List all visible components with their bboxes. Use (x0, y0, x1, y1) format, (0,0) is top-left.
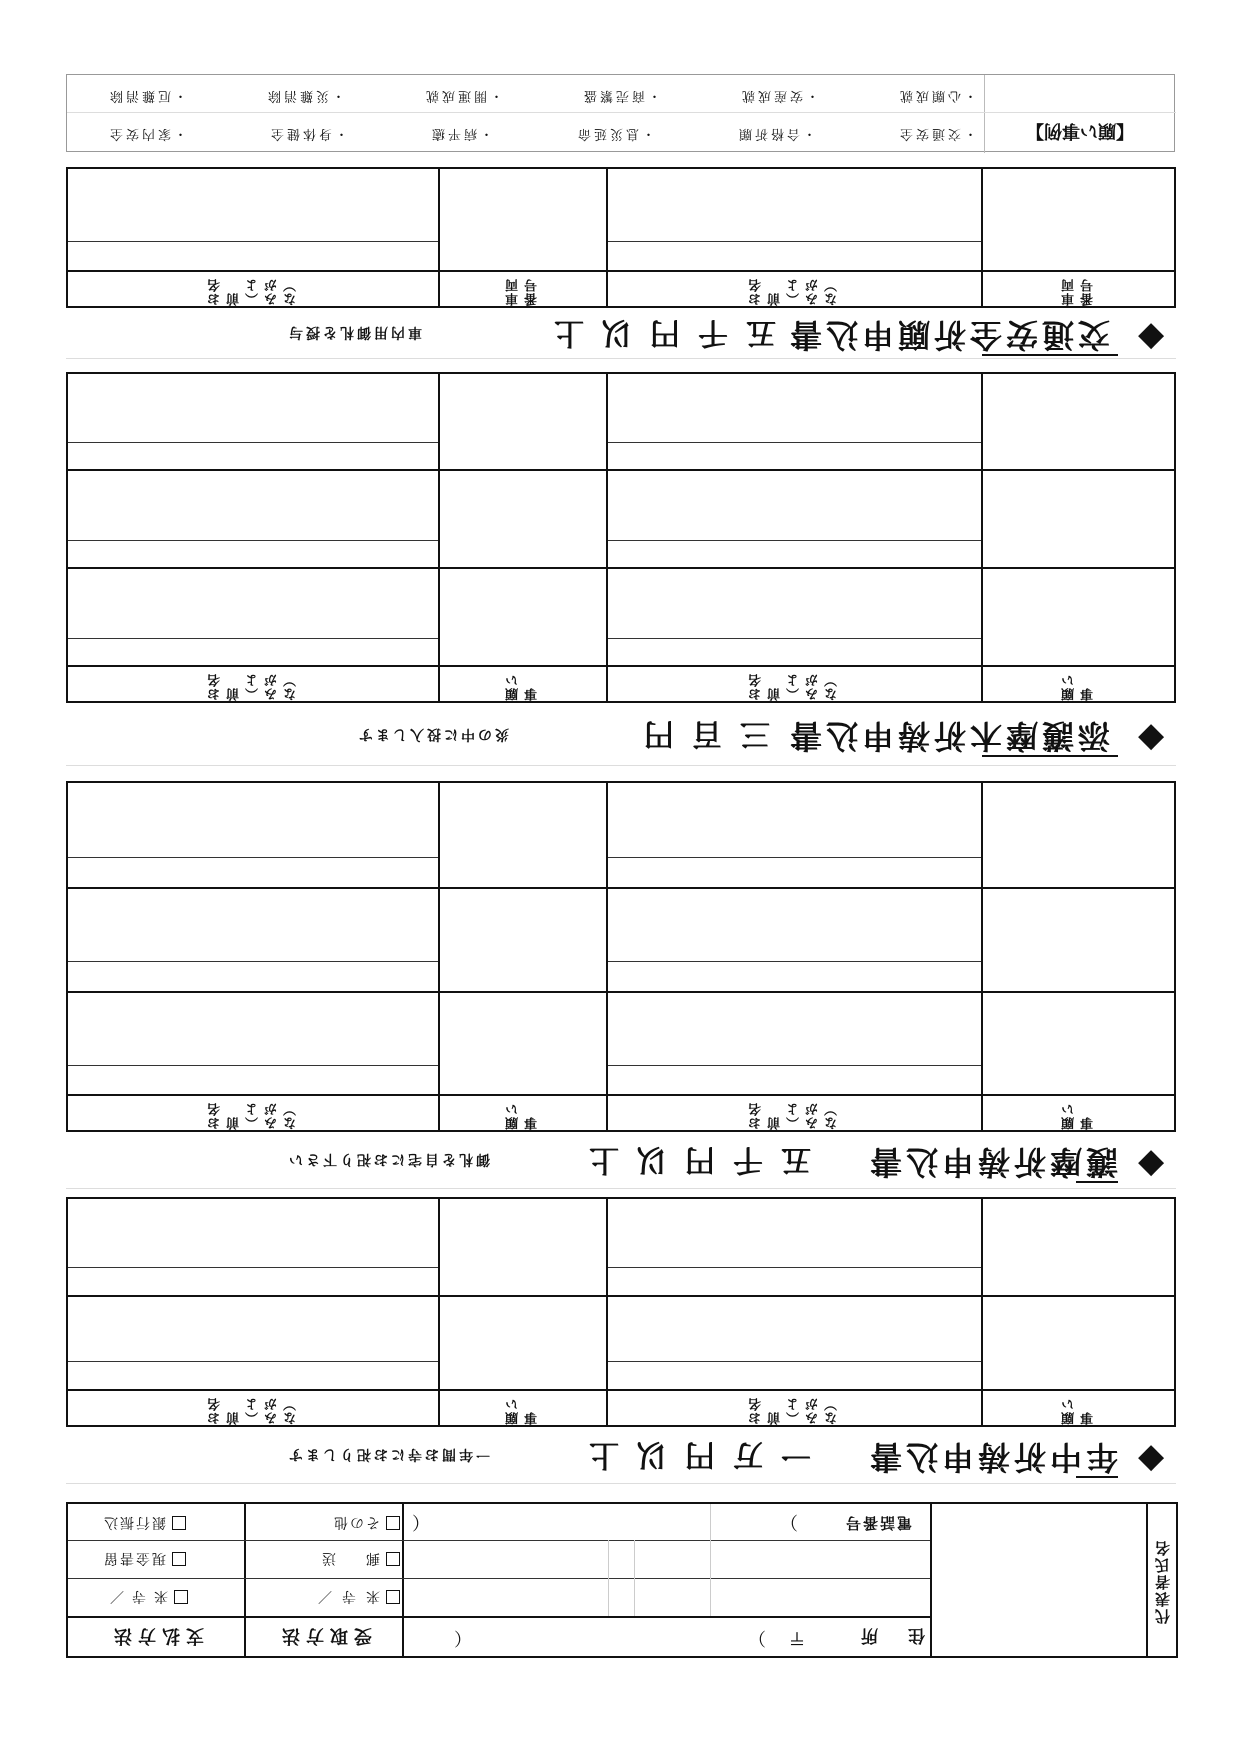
goma-name-label: お名前（よみがな） (749, 1102, 840, 1130)
yearly-note: 一年間お寺にお祀りします (286, 1446, 490, 1462)
example-item: ・安産成就 (738, 88, 819, 103)
name-input[interactable] (608, 891, 979, 959)
yearly-wish-label: 願い事 (506, 1397, 540, 1425)
name-input[interactable] (70, 891, 436, 959)
section-traffic-table (66, 167, 1176, 308)
section-traffic-title-row (66, 308, 1176, 360)
gomagi-price: 三百円 (626, 716, 770, 751)
furigana-input[interactable] (608, 243, 979, 269)
traffic-price: 五千円以上 (536, 315, 776, 350)
name-input[interactable] (70, 474, 436, 538)
wish-input[interactable] (983, 785, 1174, 885)
name-input[interactable] (608, 995, 979, 1063)
example-item: ・身体健全 (268, 126, 349, 141)
checkbox[interactable] (386, 1552, 400, 1566)
receive-mail-option[interactable]: 郵送 (248, 1542, 400, 1576)
traffic-vehicle-label: 車両番号 (1061, 278, 1096, 306)
wish-input[interactable] (983, 376, 1174, 468)
wish-input[interactable] (440, 376, 604, 468)
paren-close: ） (780, 1511, 798, 1532)
checkbox[interactable] (172, 1516, 186, 1530)
name-input[interactable] (608, 474, 979, 538)
example-item: ・息災延命 (574, 126, 655, 141)
checkbox[interactable] (174, 1590, 188, 1604)
diamond-icon: ◆ (1138, 1436, 1165, 1476)
gomagi-name-label: お名前（よみがな） (207, 673, 299, 701)
section-gomagi-table (66, 372, 1176, 703)
goma-note: 御札を自宅にお祀り下さい (286, 1151, 490, 1167)
rep-name-label: 代表者氏名 (1153, 1538, 1172, 1624)
pay-cash-option[interactable]: 現金書留 (72, 1542, 242, 1576)
wish-input[interactable] (983, 1201, 1174, 1293)
vehicle-number-input[interactable] (440, 171, 604, 269)
goma-title: 護摩祈祷申込書 (866, 1143, 1119, 1181)
pay-bank-option[interactable]: 銀行振込 (72, 1506, 242, 1540)
gomagi-note: 炎の中に投入します (356, 726, 509, 742)
example-item: ・家内安全 (107, 126, 188, 141)
receive-method-label: 受取方法 (276, 1625, 372, 1646)
example-item: ・交通安全 (896, 126, 977, 141)
vehicle-number-input[interactable] (983, 171, 1174, 269)
goma-wish-label: 願い事 (506, 1102, 540, 1130)
example-item: ・病平癒 (429, 126, 494, 141)
name-input[interactable] (70, 171, 436, 239)
wish-input[interactable] (983, 1299, 1174, 1387)
footer-form (66, 1502, 1178, 1658)
section-gomagi-title-row (66, 703, 1176, 767)
name-input[interactable] (608, 572, 979, 636)
diamond-icon: ◆ (1138, 1141, 1165, 1181)
traffic-vehicle-label: 車両番号 (506, 278, 540, 306)
gomagi-title: 添護摩木祈祷申込書 (786, 717, 1111, 755)
name-input[interactable] (70, 785, 436, 855)
example-item: ・開運成就 (422, 88, 503, 103)
wish-input[interactable] (983, 995, 1174, 1093)
examples-header: 【願い事例】 (1026, 120, 1134, 141)
name-input[interactable] (608, 171, 979, 239)
paren-open: （ (454, 1627, 472, 1648)
example-item: ・商売繁盛 (580, 88, 661, 103)
goma-name-label: お名前（よみがな） (207, 1102, 299, 1130)
furigana-input[interactable] (70, 243, 436, 269)
name-input[interactable] (70, 572, 436, 636)
name-input[interactable] (70, 995, 436, 1063)
wish-input[interactable] (440, 474, 604, 566)
wish-input[interactable] (440, 995, 604, 1093)
yearly-name-label: お名前（よみがな） (749, 1397, 840, 1425)
pay-method-label: 支払方法 (108, 1625, 204, 1646)
examples-row-top (107, 81, 977, 107)
postal-icon: 〒 (788, 1627, 806, 1648)
examples-box (66, 74, 1175, 152)
example-item: ・合格祈願 (735, 126, 816, 141)
example-item: ・災難消除 (264, 88, 345, 103)
name-input[interactable] (70, 1201, 436, 1265)
checkbox[interactable] (386, 1590, 400, 1604)
yearly-price: 一万円以上 (571, 1437, 811, 1472)
wish-input[interactable] (983, 891, 1174, 989)
pay-visit-option[interactable]: 来寺／ (72, 1580, 242, 1614)
gomagi-name-label: お名前（よみがな） (749, 673, 840, 701)
checkbox[interactable] (172, 1552, 186, 1566)
diamond-icon: ◆ (1138, 715, 1165, 755)
phone-label: 電話番号 (843, 1513, 912, 1532)
section-goma-table (66, 781, 1176, 1132)
name-input[interactable] (70, 376, 436, 440)
checkbox[interactable] (386, 1516, 400, 1530)
rep-name-input[interactable] (934, 1506, 1144, 1656)
receive-other-option[interactable]: その他 (248, 1506, 400, 1540)
name-input[interactable] (608, 1201, 979, 1265)
section-yearly-title-row (66, 1427, 1176, 1485)
yearly-name-label: お名前（よみがな） (207, 1397, 299, 1425)
examples-row-bottom (107, 119, 977, 145)
traffic-title: 交通安全祈願申込書 (786, 316, 1111, 354)
address-label: 住所 (831, 1624, 925, 1645)
name-input[interactable] (608, 785, 979, 855)
wish-input[interactable] (440, 891, 604, 989)
section-yearly-table (66, 1197, 1176, 1427)
goma-price: 五千円以上 (571, 1142, 811, 1177)
wish-input[interactable] (983, 572, 1174, 664)
wish-input[interactable] (440, 785, 604, 885)
traffic-name-label: お名前（よみがな） (207, 278, 299, 306)
name-input[interactable] (70, 1299, 436, 1359)
diamond-icon: ◆ (1138, 314, 1165, 354)
gomagi-wish-label: 願い事 (506, 673, 540, 701)
name-input[interactable] (608, 376, 979, 440)
yearly-wish-label: 願い事 (1061, 1397, 1096, 1425)
section-goma-title-row (66, 1132, 1176, 1190)
example-item: ・厄難消除 (107, 88, 188, 103)
wish-input[interactable] (983, 474, 1174, 566)
wish-input[interactable] (440, 1299, 604, 1387)
traffic-name-label: お名前（よみがな） (749, 278, 840, 306)
example-item: ・心願成就 (896, 88, 977, 103)
paren-close: ） (748, 1627, 766, 1648)
yearly-title: 年中祈祷申込書 (866, 1438, 1119, 1476)
traffic-note: 車内用御札を授与 (286, 324, 422, 340)
receive-visit-option[interactable]: 来寺／ (248, 1580, 400, 1614)
wish-input[interactable] (440, 1201, 604, 1293)
paren-open: （ (412, 1511, 430, 1532)
gomagi-wish-label: 願い事 (1061, 673, 1096, 701)
name-input[interactable] (608, 1299, 979, 1359)
goma-wish-label: 願い事 (1061, 1102, 1096, 1130)
wish-input[interactable] (440, 572, 604, 664)
